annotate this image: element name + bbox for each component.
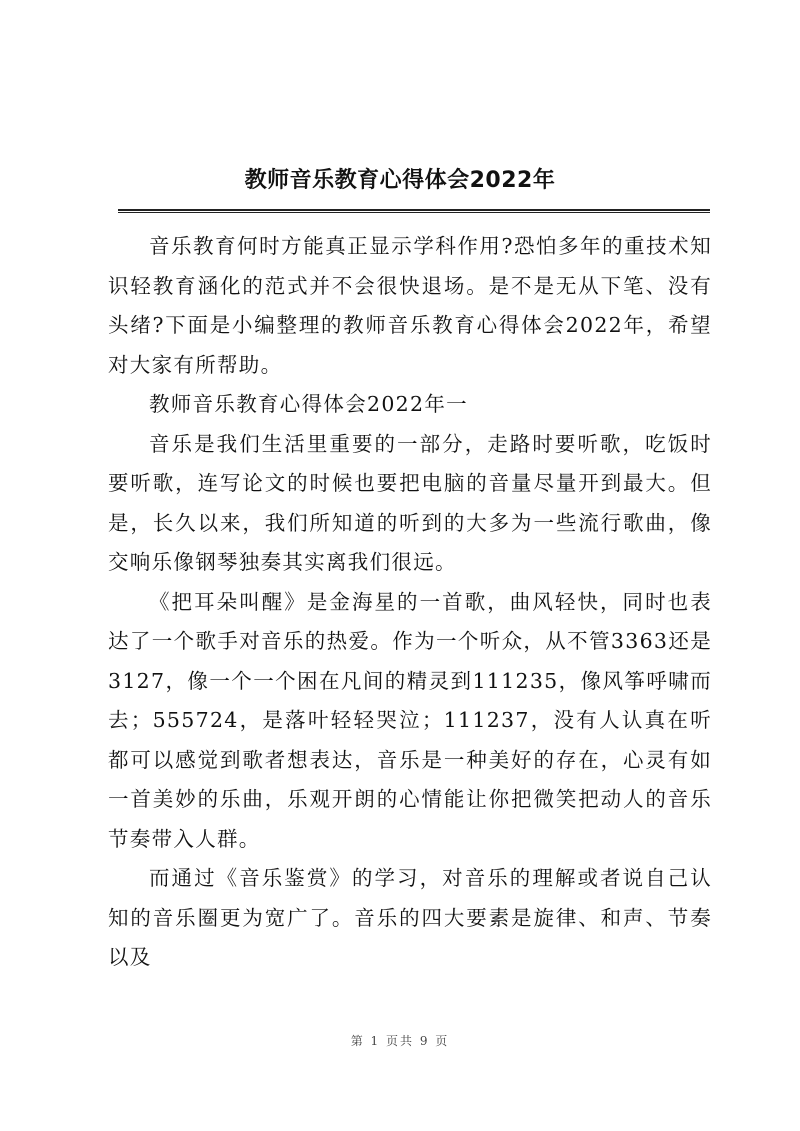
document-body xyxy=(108,227,712,978)
paragraph-appreciation: 而通过《音乐鉴赏》的学习，对音乐的理解或者说自己认知的音乐圈更为宽广了。音乐的四大要素是旋律、和声、节奏以及 xyxy=(108,866,712,969)
paragraph-music-life: 音乐是我们生活里重要的一部分，走路时要听歌，吃饭时要听歌，连写论文的时候也要把电脑的音量尽量开到最大。但是，长久以来，我们所知道的听到的大多为一些流行歌曲，像交响乐像钢琴独奏其实离我们很远。 xyxy=(108,431,712,574)
page-footer xyxy=(0,1032,800,1049)
page-number-label: 第 1 页共 9 页 xyxy=(350,1034,450,1048)
paragraph-section-heading: 教师音乐教育心得体会2022年一 xyxy=(149,392,468,416)
document-title: 教师音乐教育心得体会2022年 xyxy=(244,168,556,193)
title-divider xyxy=(118,209,710,213)
paragraph-song: 《把耳朵叫醒》是金海星的一首歌，曲风轻快，同时也表达了一个歌手对音乐的热爱。作为一个听众，从不管3363还是3127，像一个一个困在凡间的精灵到111235，像风筝呼啸而去；555724，是落叶轻轻哭泣；111237，没有人认真在听都可以感觉到歌者想表达，音乐是一种美好的存在，心灵有如一首美妙的乐曲，乐观开朗的心情能让你把微笑把动人的音乐节奏带入人群。 xyxy=(108,589,712,851)
paragraph-intro: 音乐教育何时方能真正显示学科作用?恐怕多年的重技术知识轻教育涵化的范式并不会很快退场。是不是无从下笔、没有头绪?下面是小编整理的教师音乐教育心得体会2022年，希望对大家有所帮助。 xyxy=(108,234,712,377)
